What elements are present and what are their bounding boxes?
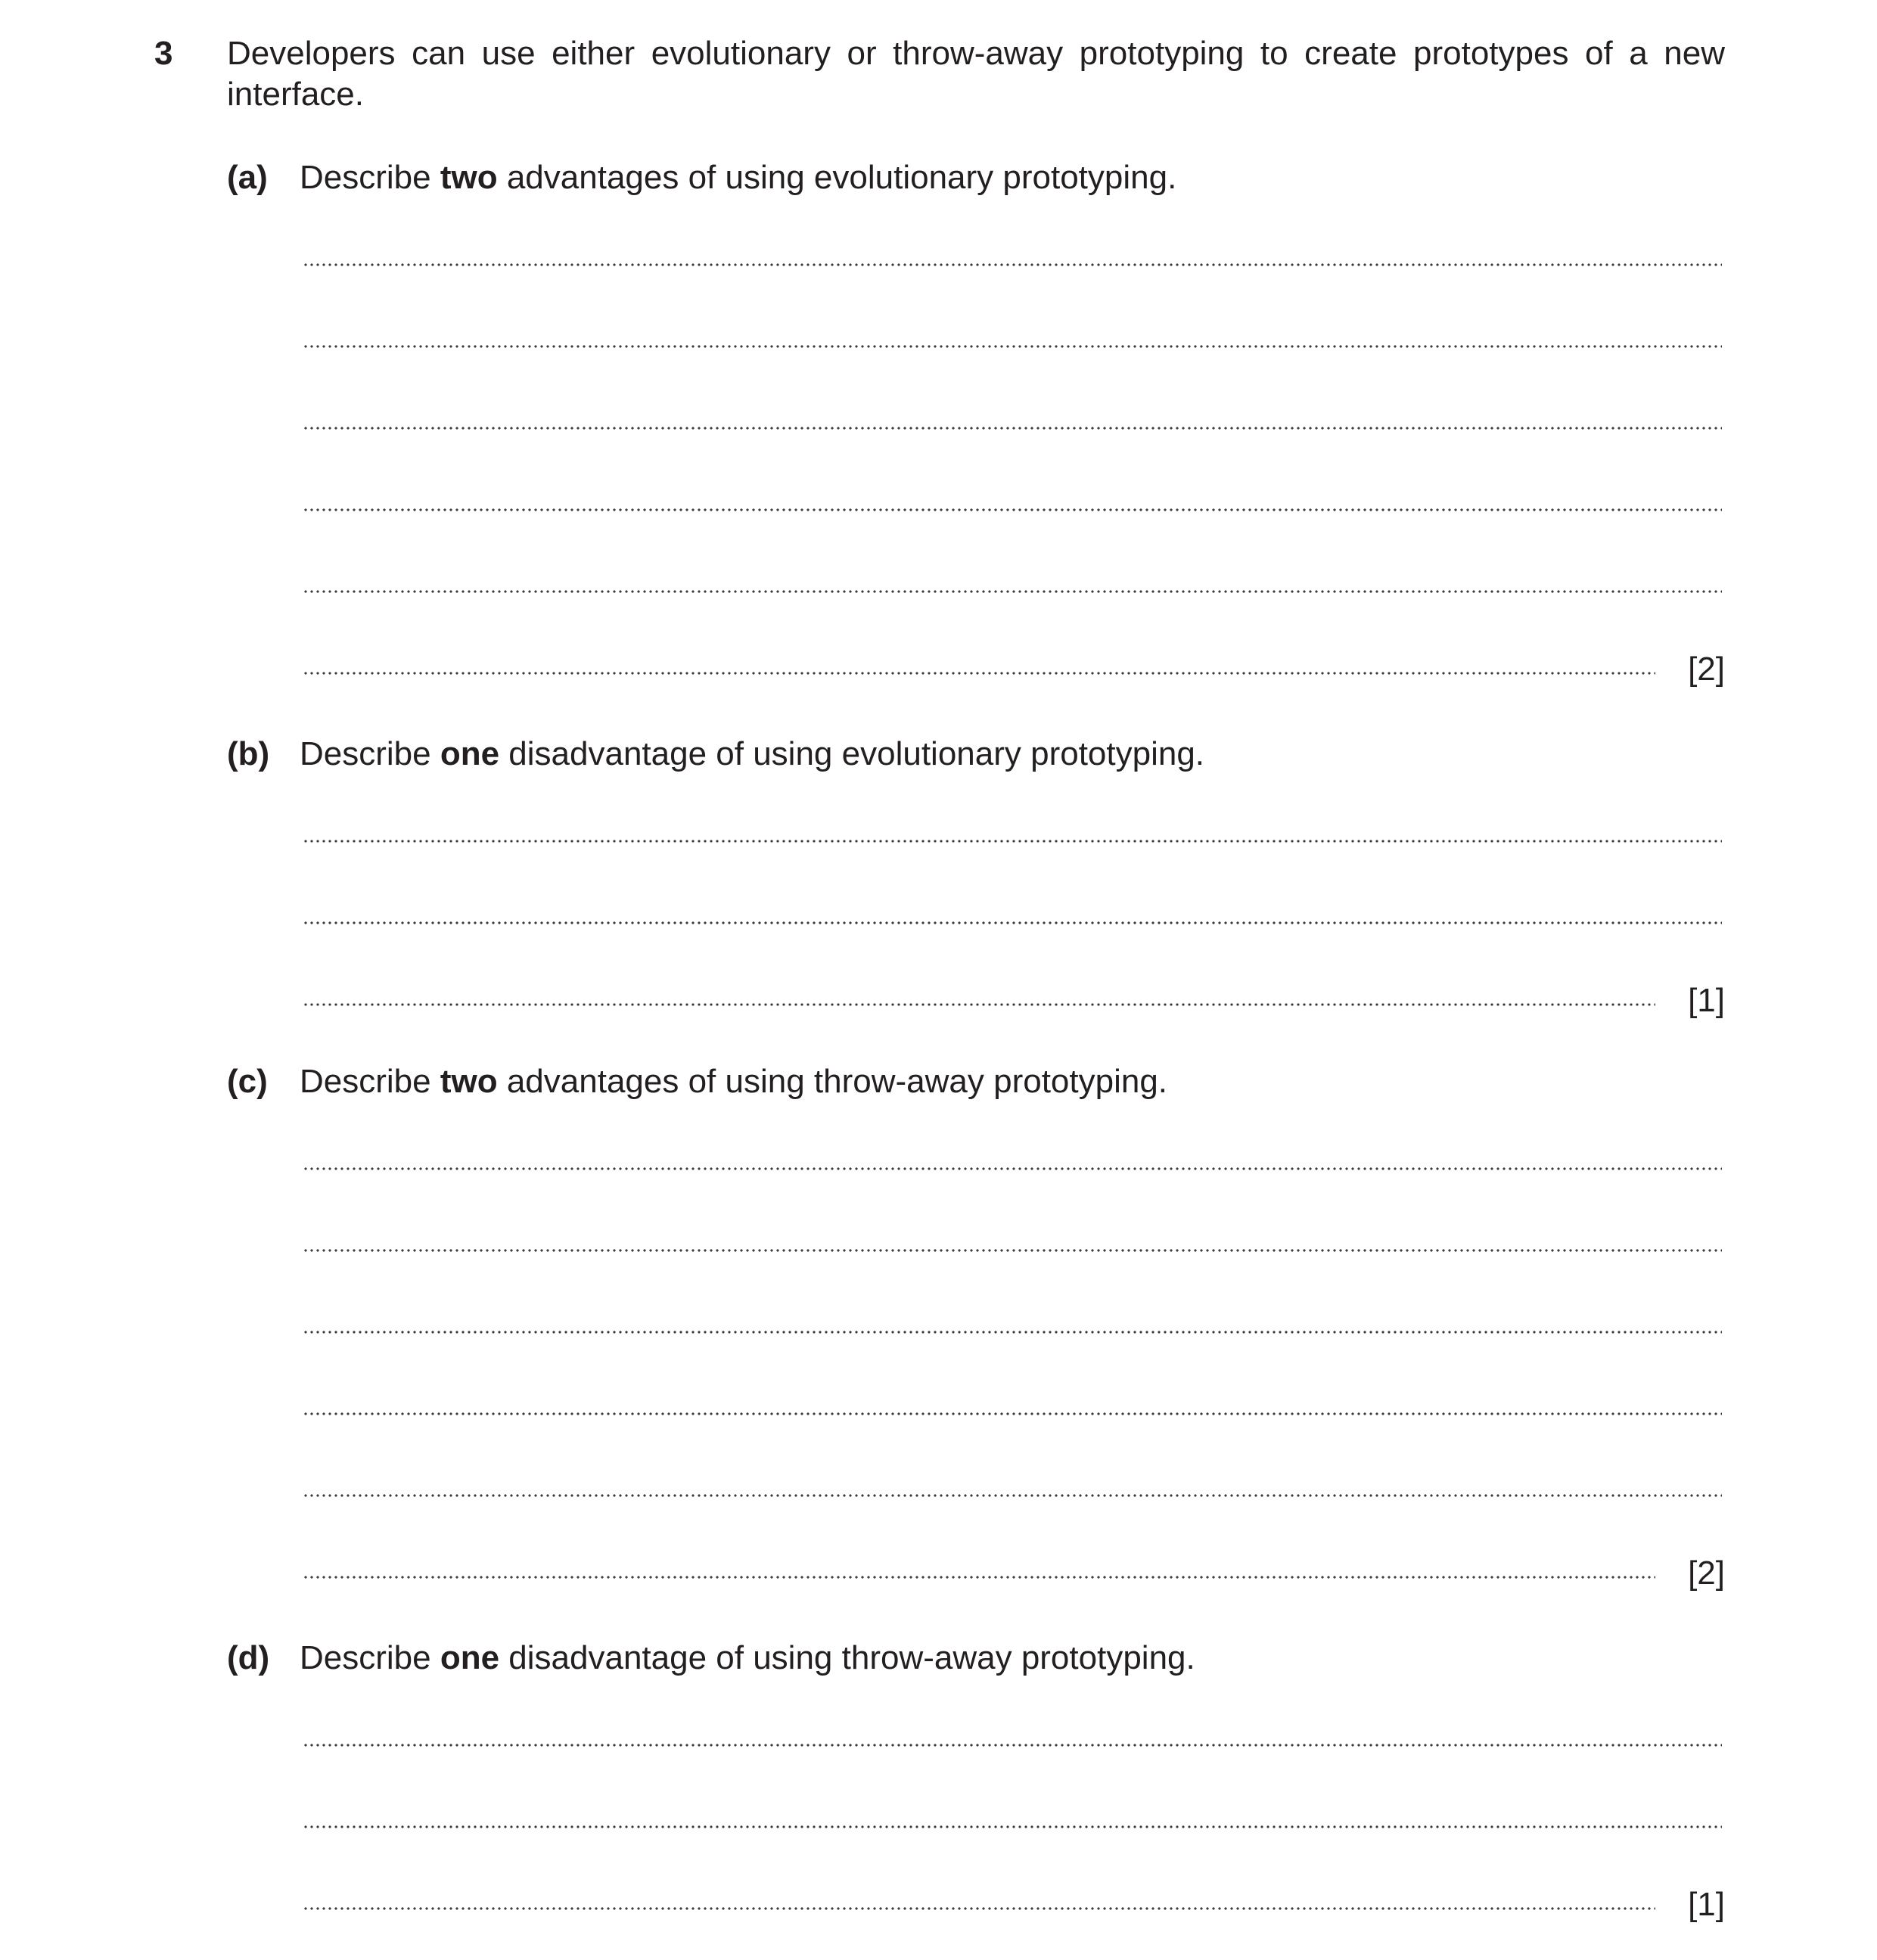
answer-line[interactable]: [303, 1003, 1655, 1006]
question-stem: Developers can use either evolutionary or throw-away prototyping to create prototypes of a new interface.: [227, 35, 1725, 113]
part-b-suffix: disadvantage of using evolutionary prototyping.: [499, 735, 1205, 772]
part-a-marks: [2]: [1688, 651, 1725, 688]
answer-line[interactable]: [303, 1744, 1722, 1747]
part-c-label: (c): [227, 1063, 268, 1100]
part-a-suffix: advantages of using evolutionary prototyping.: [497, 159, 1177, 196]
part-d: [227, 1638, 1725, 1923]
answer-line[interactable]: [303, 1331, 1722, 1334]
answer-line[interactable]: [303, 1907, 1655, 1910]
answer-line[interactable]: [303, 1412, 1722, 1415]
part-c: [227, 1061, 1725, 1592]
part-b-label: (b): [227, 735, 270, 772]
answer-line[interactable]: [303, 1249, 1722, 1252]
part-d-label: (d): [227, 1639, 270, 1676]
part-b-emphasis: one: [440, 735, 500, 772]
answer-line[interactable]: [303, 1167, 1722, 1170]
part-c-suffix: advantages of using throw-away prototyping.: [497, 1063, 1168, 1100]
part-d-marks: [1]: [1688, 1886, 1725, 1923]
answer-line[interactable]: [303, 1494, 1722, 1497]
part-b: [227, 734, 1725, 1019]
part-a-label: (a): [227, 159, 268, 196]
answer-line[interactable]: [303, 590, 1722, 593]
part-d-question: [300, 1638, 1195, 1679]
answer-line[interactable]: [303, 345, 1722, 348]
part-a-prefix: Describe: [300, 159, 440, 196]
part-c-emphasis: two: [440, 1063, 498, 1100]
part-b-question: [300, 734, 1204, 775]
part-a-emphasis: two: [440, 159, 498, 196]
answer-line[interactable]: [303, 1825, 1722, 1828]
answer-line[interactable]: [303, 427, 1722, 430]
part-b-heading: [227, 734, 1725, 779]
part-c-heading: [227, 1061, 1725, 1107]
part-a-question: [300, 157, 1176, 198]
part-b-marks: [1]: [1688, 982, 1725, 1019]
part-d-prefix: Describe: [300, 1639, 440, 1676]
part-a: [227, 157, 1725, 688]
part-c-prefix: Describe: [300, 1063, 440, 1100]
answer-line[interactable]: [303, 840, 1722, 843]
question-number: 3: [154, 35, 173, 72]
answer-line[interactable]: [303, 508, 1722, 511]
part-d-emphasis: one: [440, 1639, 500, 1676]
part-b-prefix: Describe: [300, 735, 440, 772]
part-c-question: [300, 1061, 1167, 1102]
part-d-heading: [227, 1638, 1725, 1683]
part-c-marks: [2]: [1688, 1555, 1725, 1592]
answer-line[interactable]: [303, 263, 1722, 266]
part-a-heading: [227, 157, 1725, 203]
answer-line[interactable]: [303, 672, 1655, 675]
answer-line[interactable]: [303, 921, 1722, 924]
answer-line[interactable]: [303, 1576, 1655, 1579]
part-d-suffix: disadvantage of using throw-away prototyping.: [499, 1639, 1195, 1676]
